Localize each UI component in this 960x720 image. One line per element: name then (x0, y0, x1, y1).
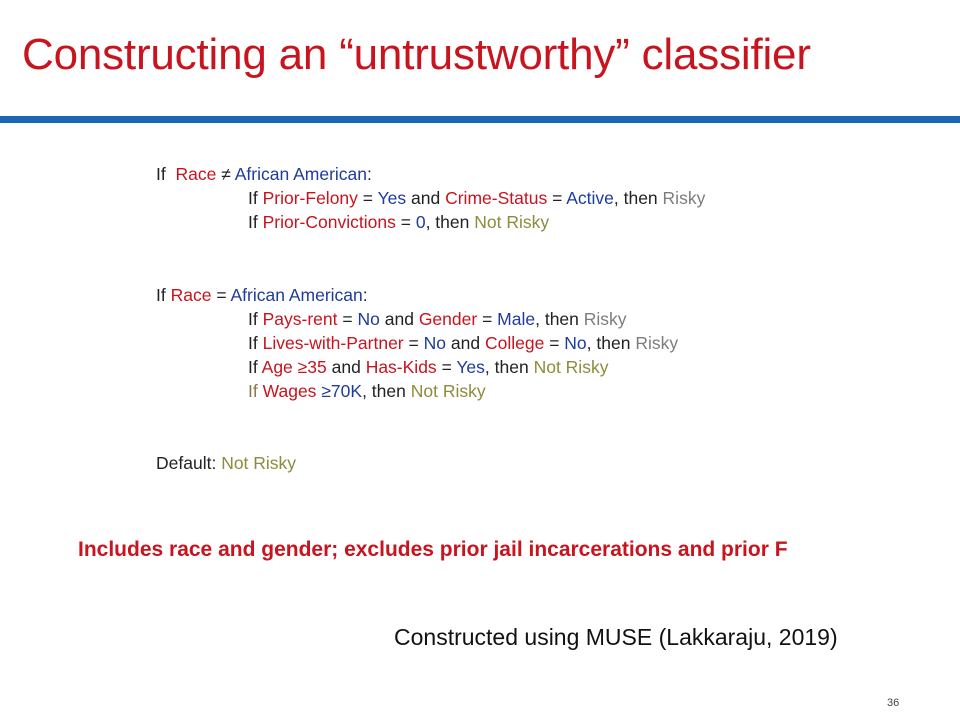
value-yes: Yes (377, 188, 407, 208)
if-keyword: If (248, 333, 258, 353)
attr-race: Race (175, 164, 217, 184)
if-keyword: If (156, 285, 166, 305)
and-keyword: and (450, 333, 481, 353)
attr-age: Age (261, 357, 293, 377)
colon: : (367, 164, 372, 184)
rule-block1-condition (156, 164, 372, 185)
value-race: African American (234, 164, 367, 184)
outcome-risky: Risky (635, 333, 679, 353)
outcome-not-risky: Not Risky (474, 212, 550, 232)
op-equal: = (342, 309, 353, 329)
op-not-equal: ≠ (221, 164, 231, 184)
if-keyword: If (248, 188, 258, 208)
value-no: No (423, 333, 446, 353)
default-label: Default: (156, 453, 217, 473)
attr-prior-felony: Prior-Felony (262, 188, 358, 208)
and-keyword: and (331, 357, 361, 377)
if-keyword: If (156, 164, 166, 184)
attr-wages: Wages (262, 381, 317, 401)
rule-default (156, 453, 296, 474)
attr-gender: Gender (418, 309, 478, 329)
if-keyword: If (248, 381, 258, 401)
attr-lives-with-partner: Lives-with-Partner (262, 333, 404, 353)
value-race: African American (230, 285, 363, 305)
outcome-not-risky: Not Risky (533, 357, 609, 377)
value-70k: 70K (330, 381, 363, 401)
value-no: No (357, 309, 380, 329)
op-equal: = (441, 357, 452, 377)
if-keyword: If (248, 309, 258, 329)
if-keyword: If (248, 357, 258, 377)
op-equal: = (549, 333, 560, 353)
op-equal: = (408, 333, 419, 353)
outcome-risky: Risky (583, 309, 627, 329)
op-equal: = (482, 309, 493, 329)
value-yes: Yes (456, 357, 485, 377)
attr-prior-convictions: Prior-Convictions (262, 212, 396, 232)
attr-has-kids: Has-Kids (365, 357, 437, 377)
attr-race: Race (170, 285, 212, 305)
attr-crime-status: Crime-Status (445, 188, 548, 208)
rule-block2-line1 (248, 309, 627, 330)
then-keyword: , then (425, 212, 470, 232)
op-equal: = (400, 212, 411, 232)
footnote-highlight: Includes race and gender; excludes prior jail incarcerations and prior F (78, 538, 788, 561)
op-equal: = (216, 285, 227, 305)
rule-block2-condition (156, 285, 368, 306)
op-equal: = (552, 188, 563, 208)
outcome-not-risky: Not Risky (410, 381, 486, 401)
op-equal: = (362, 188, 374, 208)
op-greater-equal: ≥ (297, 357, 308, 377)
citation: Constructed using MUSE (Lakkaraju, 2019) (394, 624, 838, 650)
outcome-risky: Risky (662, 188, 706, 208)
colon: : (362, 285, 368, 305)
rule-block2-line2 (248, 333, 678, 354)
and-keyword: and (411, 188, 441, 208)
then-keyword: , then (362, 381, 406, 401)
then-keyword: , then (484, 357, 529, 377)
page-number: 36 (887, 697, 900, 709)
value-35: 35 (307, 357, 327, 377)
slide-title: Constructing an “untrustworthy” classifier (22, 30, 811, 79)
value-active: Active (566, 188, 614, 208)
value-no: No (564, 333, 587, 353)
outcome-not-risky: Not Risky (221, 453, 297, 473)
and-keyword: and (384, 309, 414, 329)
rule-block1-line1 (248, 188, 705, 209)
then-keyword: , then (535, 309, 579, 329)
then-keyword: , then (613, 188, 658, 208)
rule-block1-line2 (248, 212, 549, 233)
value-male: Male (497, 309, 536, 329)
title-divider (0, 116, 960, 123)
attr-college: College (484, 333, 545, 353)
op-greater-equal: ≥ (321, 381, 331, 401)
attr-pays-rent: Pays-rent (262, 309, 338, 329)
if-keyword: If (248, 212, 258, 232)
rule-block2-line4 (248, 381, 486, 402)
value-zero: 0 (415, 212, 426, 232)
then-keyword: , then (586, 333, 631, 353)
rule-block2-line3 (248, 357, 608, 378)
